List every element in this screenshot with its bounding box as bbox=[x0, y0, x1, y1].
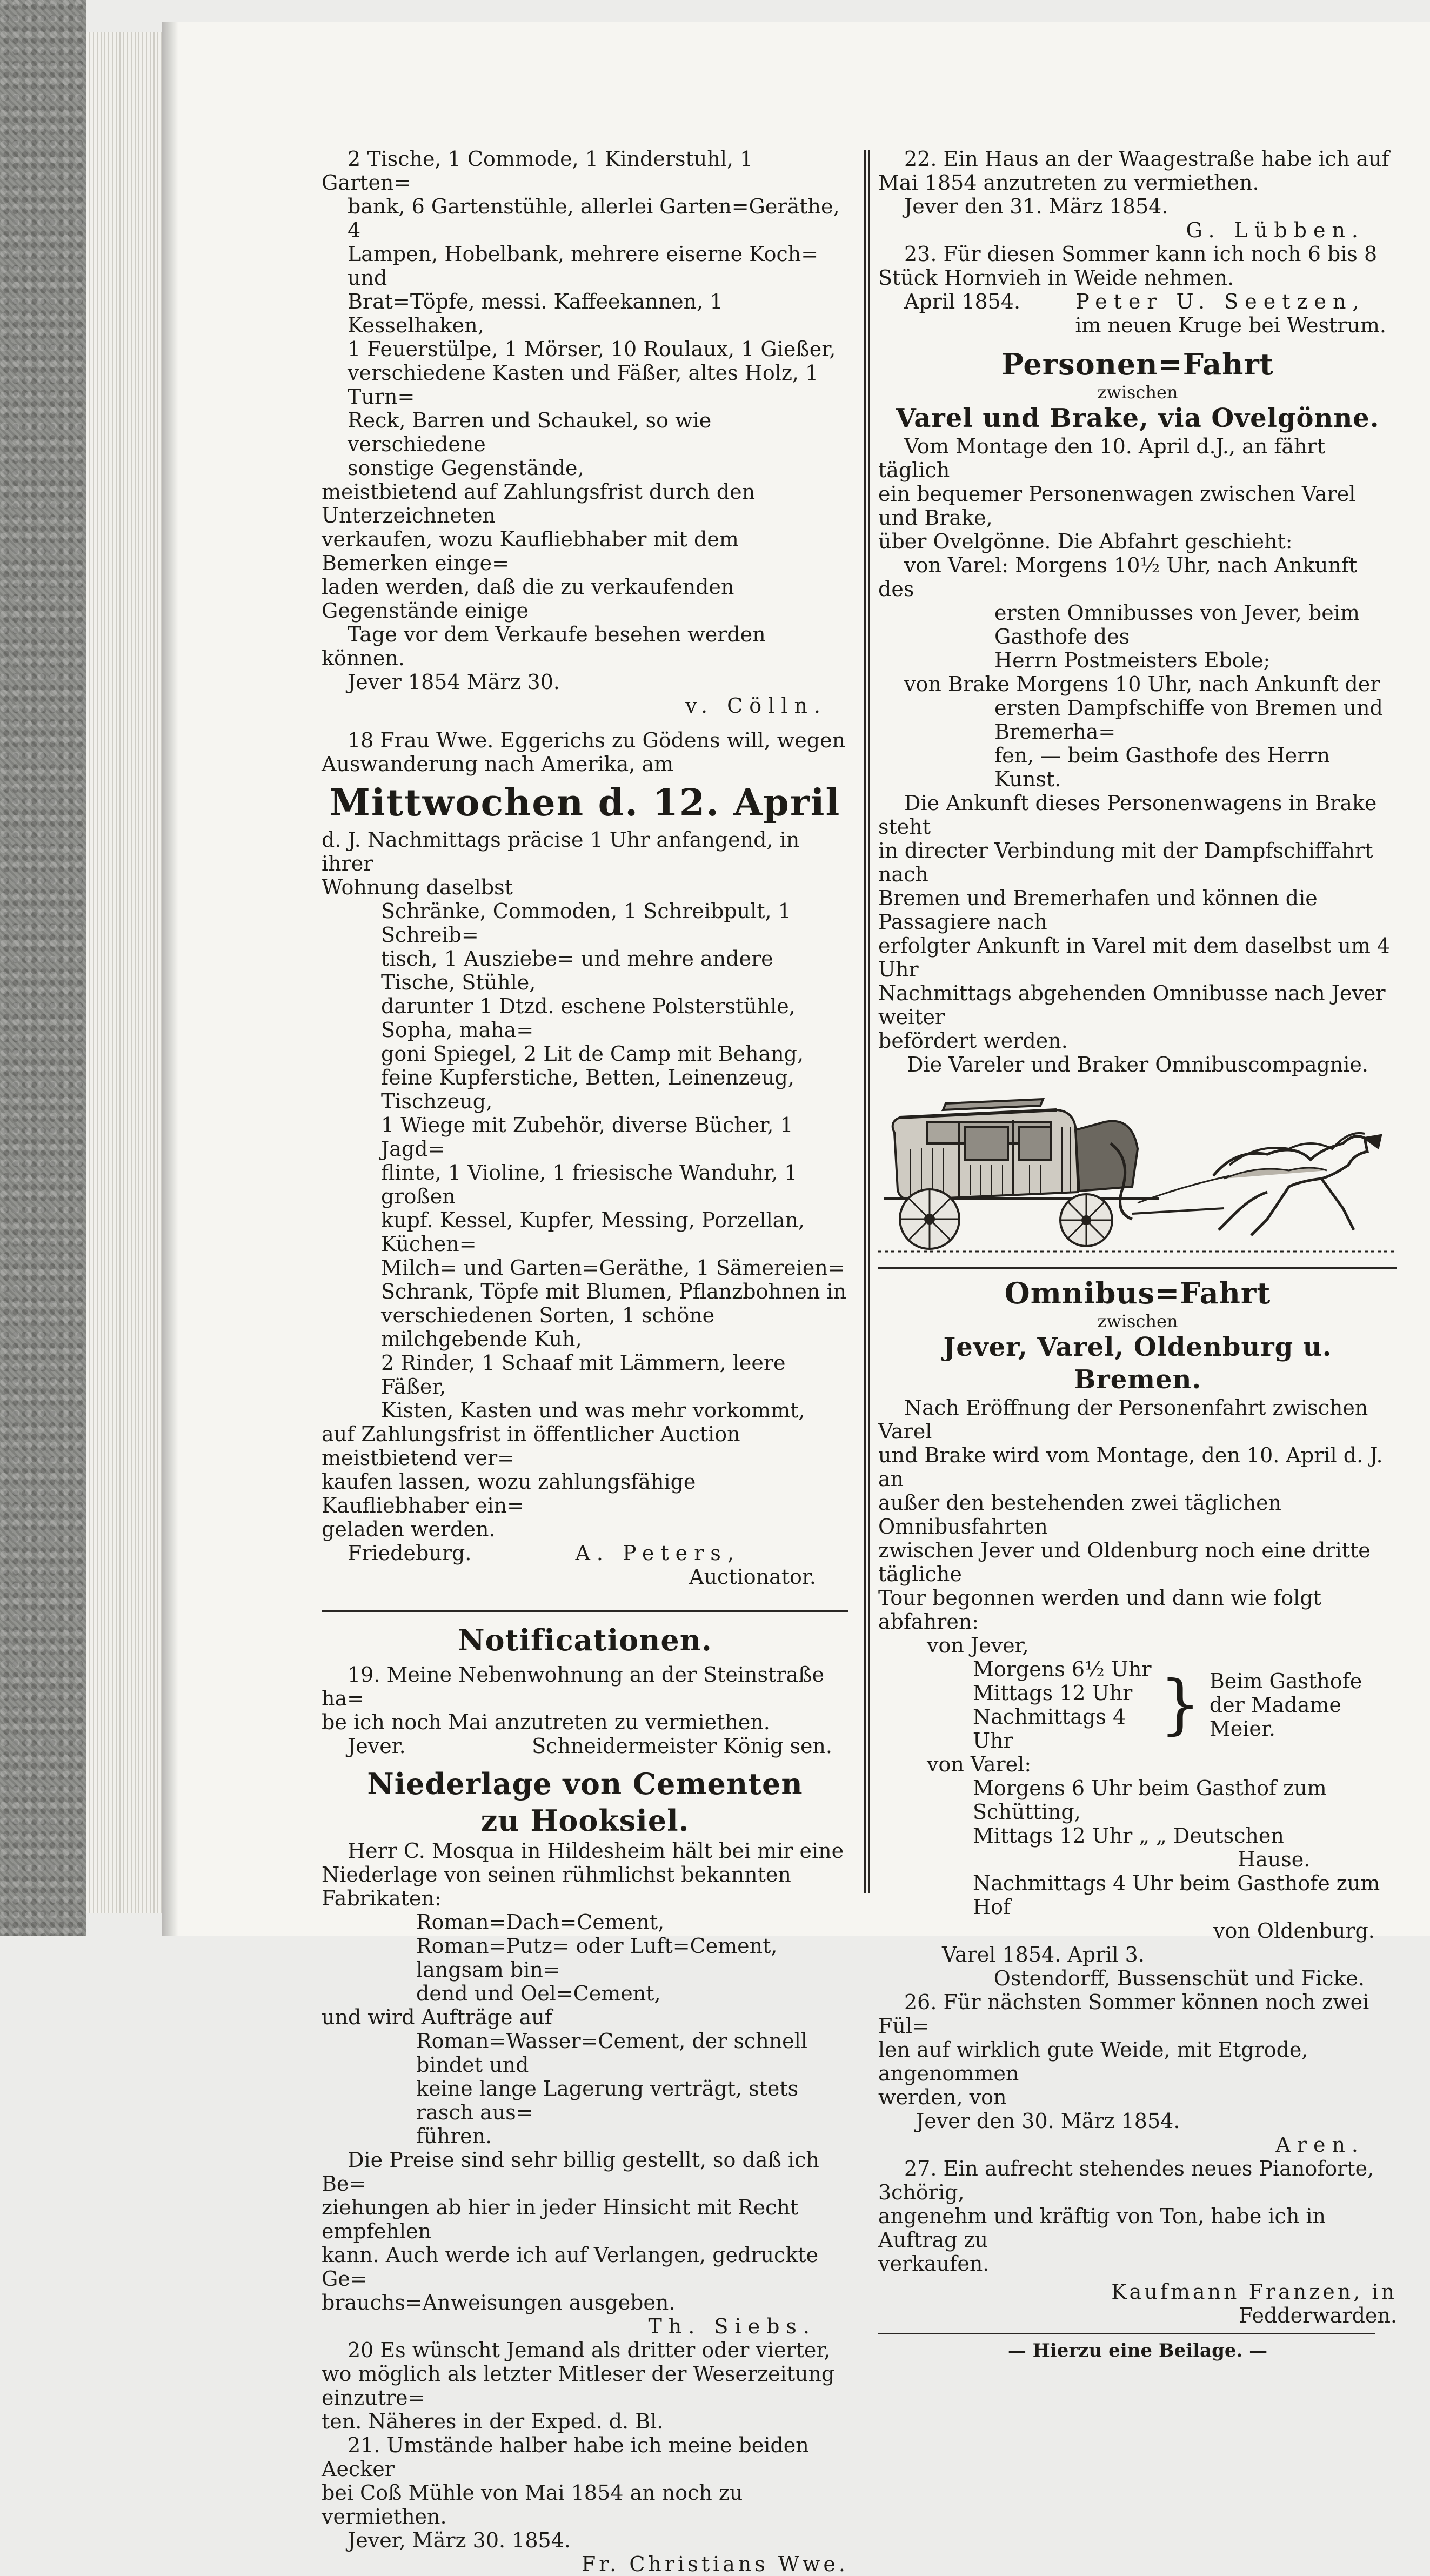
sign-line bbox=[878, 290, 1397, 313]
date-line: Jever den 31. März 1854. bbox=[904, 195, 1168, 218]
text-line: Tage vor dem Verkaufe besehen werden können. bbox=[322, 623, 766, 670]
notice-cement bbox=[322, 1765, 848, 2338]
date-line: Jever 1854 März 30. bbox=[348, 670, 560, 694]
signature: Th. Siebs. bbox=[648, 2314, 816, 2338]
left-column bbox=[322, 147, 848, 2576]
text-line: ziehungen ab hier in jeder Hinsicht mit Recht empfehlen bbox=[322, 2196, 799, 2243]
list-item: Roman=Dach=Cement, bbox=[416, 1910, 665, 1934]
list-item: feine Kupferstiche, Betten, Leinenzeug, Tischzeug, bbox=[381, 1066, 794, 1113]
varel-schedule bbox=[878, 1776, 1397, 1943]
list-item: dend und Oel=Cement, bbox=[416, 1982, 661, 2005]
place-line: Beim Gasthofe bbox=[1209, 1669, 1362, 1693]
text-line: d. J. Nachmittags präcise 1 Uhr anfangend, in ihrer bbox=[322, 828, 800, 875]
text-line: kaufen lassen, wozu zahlungsfähige Kaufliebhaber ein= bbox=[322, 1470, 696, 1517]
text-line: Stück Hornvieh in Weide nehmen. bbox=[878, 266, 1234, 290]
schedule-line: fen, — beim Gasthofe des Herrn Kunst. bbox=[994, 744, 1330, 791]
curly-brace-glyph: } bbox=[1159, 1667, 1201, 1742]
list-item: tisch, 1 Ausziebe= und mehre andere Tische, Stühle, bbox=[381, 947, 773, 994]
schedule-line: ersten Omnibusses von Jever, beim Gasthofe des bbox=[994, 601, 1360, 648]
text-line: Niederlage von seinen rühmlichst bekannten Fabrikaten: bbox=[322, 1863, 791, 1910]
text-line: auf Zahlungsfrist in öffentlicher Auction meistbietend ver= bbox=[322, 1422, 740, 1470]
place: Friedeburg. bbox=[348, 1541, 472, 1565]
book-cover-marbled-edge bbox=[0, 0, 86, 1936]
list-item: führen. bbox=[416, 2124, 492, 2148]
text-line: sonstige Gegenstände, bbox=[348, 456, 584, 480]
notice-26 bbox=[878, 1990, 1397, 2157]
text-line: verkaufen, wozu Kaufliebhaber mit dem Bemerken einge= bbox=[322, 527, 739, 575]
schedule-line: Hause. bbox=[1238, 1848, 1311, 1871]
signature: v. Cölln. bbox=[685, 694, 827, 718]
stagecoach-illustration bbox=[878, 1084, 1397, 1269]
ad-title: Personen=Fahrt bbox=[1001, 347, 1274, 382]
right-column bbox=[878, 147, 1397, 2363]
notice-20 bbox=[322, 2338, 848, 2433]
signature: Ostendorff, Bussenschüt und Ficke. bbox=[993, 1966, 1365, 1990]
list-item: darunter 1 Dtzd. eschene Polsterstühle, Sopha, maha= bbox=[381, 994, 796, 1042]
notice-23 bbox=[878, 242, 1397, 337]
text-line: laden werden, daß die zu verkaufenden Gegenstände einige bbox=[322, 575, 734, 623]
list-item: Roman=Putz= oder Luft=Cement, langsam bin= bbox=[416, 1934, 778, 1982]
text-line: Die Ankunft dieses Personenwagens in Brake steht bbox=[878, 791, 1377, 839]
text-line: len auf wirklich gute Weide, mit Etgrode, angenommen bbox=[878, 2038, 1308, 2085]
place-line: der Madame Meier. bbox=[1209, 1693, 1341, 1741]
text-line: 23. Für diesen Sommer kann ich noch 6 bis 8 bbox=[904, 242, 1378, 266]
between-label: zwischen bbox=[1097, 1311, 1178, 1332]
illustration-baseline bbox=[878, 1267, 1397, 1269]
date-line: Jever den 30. März 1854. bbox=[916, 2109, 1180, 2133]
cement-list bbox=[322, 1910, 848, 2005]
text-line: verkaufen. bbox=[878, 2252, 990, 2276]
text-line: Tour begonnen werden und dann wie folgt abfahren: bbox=[878, 1586, 1321, 1634]
text-line: Auswanderung nach Amerika, am bbox=[322, 752, 674, 776]
notice-19 bbox=[322, 1663, 848, 1758]
signature-location: Fedderwarden. bbox=[1239, 2304, 1397, 2327]
list-item: kupf. Kessel, Kupfer, Messing, Porzellan, Küchen= bbox=[381, 1208, 805, 1256]
date: April 1854. bbox=[904, 290, 1021, 313]
text-line: erfolgter Ankunft in Varel mit dem daselbst um 4 Uhr bbox=[878, 934, 1391, 981]
list-item: flinte, 1 Violine, 1 friesische Wanduhr, 1 großen bbox=[381, 1161, 798, 1208]
text-line: 1 Feuerstülpe, 1 Mörser, 10 Roulaux, 1 Gießer, bbox=[348, 337, 836, 361]
schedule-origin: von Jever, bbox=[927, 1634, 1029, 1657]
supplement-note: — Hierzu eine Beilage. — bbox=[1007, 2340, 1268, 2361]
date-line: Varel 1854. April 3. bbox=[942, 1943, 1145, 1966]
text-line: und Brake wird vom Montage, den 10. April d. J. an bbox=[878, 1443, 1383, 1491]
list-item: Kisten, Kasten und was mehr vorkommt, bbox=[381, 1399, 805, 1422]
section-divider bbox=[322, 1610, 848, 1612]
text-line: Lampen, Hobelbank, mehrere eiserne Koch= und bbox=[348, 242, 819, 290]
page-stack-edges bbox=[86, 32, 168, 1913]
text-line: 22. Ein Haus an der Waagestraße habe ich auf bbox=[904, 147, 1389, 171]
departure-time: Morgens 6½ Uhr bbox=[973, 1657, 1152, 1681]
ad-title: Omnibus=Fahrt bbox=[1004, 1276, 1271, 1310]
list-item: goni Spiegel, 2 Lit de Camp mit Behang, bbox=[381, 1042, 804, 1066]
notice-21 bbox=[322, 2433, 848, 2576]
text-line: außer den bestehenden zwei täglichen Omnibusfahrten bbox=[878, 1491, 1282, 1538]
text-line: 2 Tische, 1 Commode, 1 Kinderstuhl, 1 Garten= bbox=[322, 147, 753, 195]
text-line: Herr C. Mosqua in Hildesheim hält bei mir eine bbox=[348, 1839, 844, 1863]
text-line: ten. Näheres in der Exped. d. Bl. bbox=[322, 2410, 664, 2433]
schedule-line: ersten Dampfschiffe von Bremen und Bremerha= bbox=[994, 696, 1383, 744]
ad-auction-intro bbox=[322, 147, 848, 718]
footer-divider bbox=[878, 2333, 1375, 2334]
text-line: zwischen Jever und Oldenburg noch eine dritte tägliche bbox=[878, 1538, 1371, 1586]
departure-time: Nachmittags 4 Uhr bbox=[973, 1705, 1126, 1752]
list-item: 2 Rinder, 1 Schaaf mit Lämmern, leere Fäßer, bbox=[381, 1351, 786, 1399]
schedule-line: Mittags 12 Uhr „ „ Deutschen bbox=[973, 1824, 1284, 1848]
schedule-line: von Varel: Morgens 10½ Uhr, nach Ankunft des bbox=[878, 553, 1358, 601]
text-line: be ich noch Mai anzutreten zu vermiethen. bbox=[322, 1710, 770, 1734]
signature: Aren. bbox=[1275, 2133, 1365, 2157]
schedule-line: Morgens 6 Uhr beim Gasthof zum Schütting, bbox=[973, 1776, 1327, 1824]
ad-omnibusfahrt bbox=[878, 1275, 1397, 1990]
auction-date-headline: Mittwochen d. 12. April bbox=[329, 781, 841, 825]
list-item: Schränke, Commoden, 1 Schreibpult, 1 Schreib= bbox=[381, 899, 791, 947]
signature: A. Peters, bbox=[575, 1541, 740, 1565]
route-title: Jever, Varel, Oldenburg u. Bremen. bbox=[943, 1332, 1332, 1395]
text-line: meistbietend auf Zahlungsfrist durch den Unterzeichneten bbox=[322, 480, 756, 527]
departure-time: Mittags 12 Uhr bbox=[973, 1681, 1133, 1705]
between-label: zwischen bbox=[1097, 382, 1178, 403]
text-line: Mai 1854 anzutreten zu vermiethen. bbox=[878, 171, 1259, 195]
signature: Schneidermeister König sen. bbox=[532, 1734, 832, 1758]
text-line: verschiedene Kasten und Fäßer, altes Holz, 1 Turn= bbox=[348, 361, 819, 409]
schedule-origin: von Varel: bbox=[927, 1752, 1032, 1776]
text-line: 18 Frau Wwe. Eggerichs zu Gödens will, wegen bbox=[348, 728, 846, 752]
text-line: 26. Für nächsten Sommer können noch zwei Fül= bbox=[878, 1990, 1369, 2038]
list-item: 1 Wiege mit Zubehör, diverse Bücher, 1 Jagd= bbox=[381, 1113, 793, 1161]
text-line: 20 Es wünscht Jemand als dritter oder vierter, bbox=[348, 2338, 831, 2362]
schedule-line: Nachmittags 4 Uhr beim Gasthofe zum Hof bbox=[973, 1871, 1380, 1919]
text-line: angenehm und kräftig von Ton, habe ich in Auftrag zu bbox=[878, 2204, 1326, 2252]
signature: Kaufmann Franzen, in bbox=[1111, 2280, 1397, 2304]
ad-title: zu Hooksiel. bbox=[480, 1803, 690, 1838]
departure-place bbox=[1210, 1669, 1397, 1741]
text-line: Bremen und Bremerhafen und können die Passagiere nach bbox=[878, 886, 1318, 934]
text-line: brauchs=Anweisungen ausgeben. bbox=[322, 2291, 676, 2314]
text-line: Die Preise sind sehr billig gestellt, so daß ich Be= bbox=[322, 2148, 819, 2196]
text-line: Nach Eröffnung der Personenfahrt zwischen Varel bbox=[878, 1396, 1368, 1443]
text-line: 21. Umstände halber habe ich meine beiden Aecker bbox=[322, 2433, 809, 2481]
text-line: befördert werden. bbox=[878, 1029, 1068, 1053]
list-item: keine lange Lagerung verträgt, stets rasch aus= bbox=[416, 2077, 799, 2124]
text-line: 19. Meine Nebenwohnung an der Steinstraße ha= bbox=[322, 1663, 824, 1710]
auction-item-list bbox=[322, 899, 848, 1422]
schedule-line: Herrn Postmeisters Ebole; bbox=[994, 648, 1271, 672]
place-sign-line bbox=[322, 1541, 848, 1565]
text-line: ein bequemer Personenwagen zwischen Varel und Brake, bbox=[878, 482, 1356, 530]
date-line: Jever, März 30. 1854. bbox=[348, 2528, 571, 2552]
time-list bbox=[878, 1657, 1156, 1752]
text-line: wo möglich als letzter Mitleser der Weserzeitung einzutre= bbox=[322, 2362, 835, 2410]
jever-schedule bbox=[878, 1657, 1397, 1752]
signature: Peter U. Seetzen, bbox=[1075, 290, 1366, 313]
text-line: bei Coß Mühle von Mai 1854 an noch zu vermiethen. bbox=[322, 2481, 743, 2528]
text-line: Brat=Töpfe, messi. Kaffeekannen, 1 Kesselhaken, bbox=[348, 290, 723, 337]
place: Jever. bbox=[348, 1734, 406, 1758]
cement-list bbox=[322, 2029, 848, 2148]
list-item: Roman=Wasser=Cement, der schnell bindet und bbox=[416, 2029, 807, 2077]
notice-27 bbox=[878, 2157, 1397, 2327]
schedule-line: von Brake Morgens 10 Uhr, nach Ankunft der bbox=[904, 672, 1380, 696]
signature: Fr. Christians Wwe. bbox=[581, 2552, 848, 2576]
column-divider-thin bbox=[868, 150, 870, 1893]
page-gutter-shadow bbox=[162, 22, 178, 1936]
column-divider bbox=[864, 150, 866, 1893]
list-item: Schrank, Töpfe mit Blumen, Pflanzbohnen in bbox=[381, 1280, 847, 1303]
text-line: geladen werden. bbox=[322, 1517, 496, 1541]
text-line: Nachmittags abgehenden Omnibusse nach Jever weiter bbox=[878, 981, 1386, 1029]
schedule-line: von Oldenburg. bbox=[1213, 1919, 1375, 1943]
ad-personenfahrt bbox=[878, 346, 1397, 1076]
section-heading: Notificationen. bbox=[458, 1623, 712, 1657]
text-line: 27. Ein aufrecht stehendes neues Pianoforte, 3chörig, bbox=[878, 2157, 1374, 2204]
text-line: Vom Montage den 10. April d.J., an fährt täglich bbox=[878, 434, 1325, 482]
list-item: Milch= und Garten=Geräthe, 1 Sämereien= bbox=[381, 1256, 845, 1280]
route-title: Varel und Brake, via Ovelgönne. bbox=[896, 403, 1380, 433]
signature-role: Auctionator. bbox=[689, 1565, 816, 1589]
text-line: bank, 6 Gartenstühle, allerlei Garten=Geräthe, 4 bbox=[348, 195, 840, 242]
signature-location: im neuen Kruge bei Westrum. bbox=[1075, 313, 1386, 337]
ad-18-auction bbox=[322, 728, 848, 1589]
stagecoach-woodcut-image bbox=[878, 1084, 1397, 1262]
text-line: kann. Auch werde ich auf Verlangen, gedruckte Ge= bbox=[322, 2243, 819, 2291]
text-line: in directer Verbindung mit der Dampfschiffahrt nach bbox=[878, 839, 1373, 886]
ad-title: Niederlage von Cementen bbox=[367, 1767, 803, 1801]
text-line: über Ovelgönne. Die Abfahrt geschieht: bbox=[878, 530, 1293, 553]
text-line: Reck, Barren und Schaukel, so wie verschiedene bbox=[348, 409, 712, 456]
text-line: werden, von bbox=[878, 2085, 1007, 2109]
notice-22 bbox=[878, 147, 1397, 242]
signature: G. Lübben. bbox=[1186, 218, 1365, 242]
list-item: verschiedenen Sorten, 1 schöne milchgebende Kuh, bbox=[381, 1303, 715, 1351]
text-line: Wohnung daselbst bbox=[322, 875, 513, 899]
text-line: und wird Aufträge auf bbox=[322, 2005, 552, 2029]
signature: Die Vareler und Braker Omnibuscompagnie. bbox=[907, 1053, 1368, 1076]
